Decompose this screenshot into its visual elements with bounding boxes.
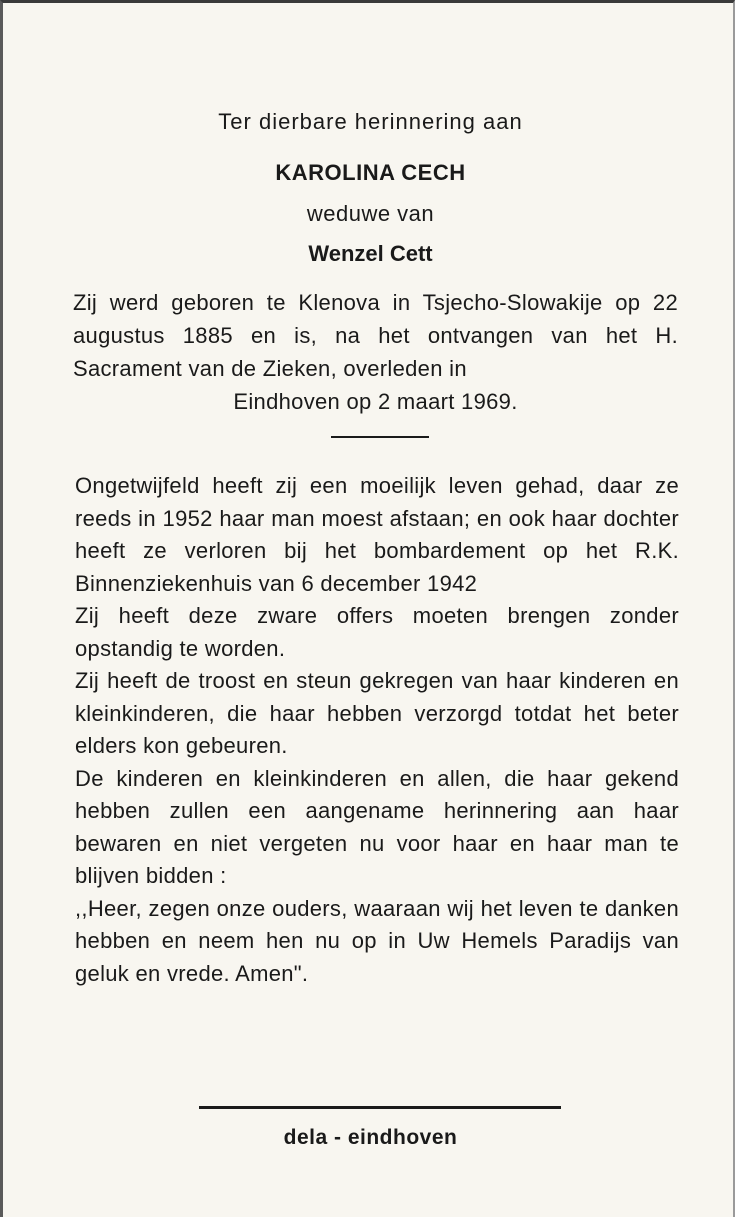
prayer-paragraph: ,,Heer, zegen onze ouders, waaraan wij het leven te danken hebben en neem hen nu op in Uw Hemels Paradijs van geluk en vrede. Amen". <box>75 895 679 986</box>
footer-rule <box>199 1106 561 1109</box>
death-line: Eindhoven op 2 maart 1969. <box>233 389 518 414</box>
deceased-name: KAROLINA CECH <box>275 160 466 185</box>
paragraph-2: Zij heeft deze zware offers moeten brengen zonder opstandig te worden. <box>75 603 679 661</box>
paragraph-4: De kinderen en kleinkinderen en allen, die haar gekend hebben zullen een aangename herinnering aan haar bewaren en niet vergeten nu voor haar en haar man te blijven bidden : <box>75 765 679 888</box>
divider-line <box>331 436 429 438</box>
memorial-body <box>75 470 679 990</box>
husband-name: Wenzel Cett <box>308 241 433 266</box>
widow-of-line: weduwe van <box>306 201 435 226</box>
paragraph-1: Ongetwijfeld heeft zij een moeilijk leven gehad, daar ze reeds in 1952 haar man moest afstaan; en ook haar dochter heeft ze verloren bij het bombardement op het R.K. Binnenziekenhuis van 6 december 1942 <box>75 473 679 596</box>
birth-death-paragraph <box>73 286 678 418</box>
publisher-footer: dela - eindhoven <box>283 1126 458 1149</box>
paragraph-3: Zij heeft de troost en steun gekregen van haar kinderen en kleinkinderen, die haar hebben verzorgd totdat het beter elders kon gebeuren. <box>75 668 679 758</box>
birth-text: Zij werd geboren te Klenova in Tsjecho-Slowakije op 22 augustus 1885 en is, na het ontvangen van het H. Sacrament van de Zieken, overleden in <box>73 290 678 381</box>
intro-line: Ter dierbare herinnering aan <box>218 109 523 134</box>
